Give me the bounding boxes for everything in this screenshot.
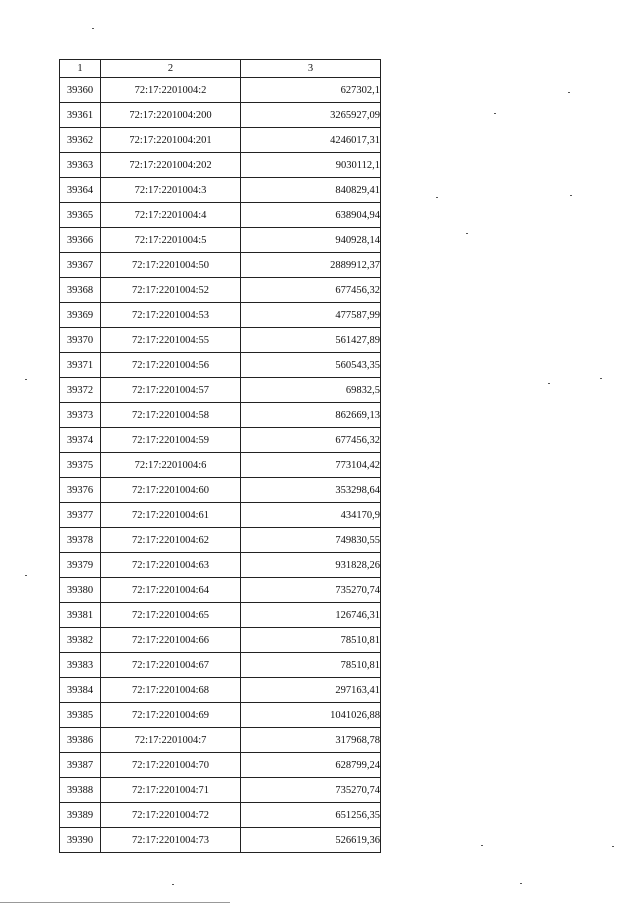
cadastral-value: 561427,89: [241, 328, 381, 353]
table-row: [60, 628, 381, 653]
row-number: 39368: [60, 278, 101, 303]
table-row: [60, 603, 381, 628]
cadastral-number: 72:17:2201004:3: [101, 178, 241, 203]
cadastral-value: 526619,36: [241, 828, 381, 853]
table-body: [60, 78, 381, 853]
column-header-2: 2: [101, 60, 241, 78]
table-row: [60, 753, 381, 778]
cadastral-number: 72:17:2201004:67: [101, 653, 241, 678]
cadastral-value: 735270,74: [241, 778, 381, 803]
scan-speck: [612, 846, 614, 847]
row-number: 39390: [60, 828, 101, 853]
cadastral-number: 72:17:2201004:63: [101, 553, 241, 578]
table-row: [60, 653, 381, 678]
cadastral-number: 72:17:2201004:61: [101, 503, 241, 528]
cadastral-number: 72:17:2201004:6: [101, 453, 241, 478]
scan-speck: [481, 845, 483, 846]
cadastral-value: 434170,9: [241, 503, 381, 528]
cadastral-number: 72:17:2201004:4: [101, 203, 241, 228]
cadastral-number: 72:17:2201004:65: [101, 603, 241, 628]
cadastral-number: 72:17:2201004:200: [101, 103, 241, 128]
row-number: 39372: [60, 378, 101, 403]
cadastral-number: 72:17:2201004:64: [101, 578, 241, 603]
row-number: 39384: [60, 678, 101, 703]
cadastral-value: 4246017,31: [241, 128, 381, 153]
cadastral-number: 72:17:2201004:55: [101, 328, 241, 353]
table-row: [60, 803, 381, 828]
scan-speck: [548, 383, 550, 384]
cadastral-value: 69832,5: [241, 378, 381, 403]
bottom-edge-line: [0, 902, 230, 903]
table-row: [60, 228, 381, 253]
row-number: 39389: [60, 803, 101, 828]
cadastral-number: 72:17:2201004:59: [101, 428, 241, 453]
cadastral-number: 72:17:2201004:72: [101, 803, 241, 828]
table-row: [60, 178, 381, 203]
cadastral-value: 677456,32: [241, 428, 381, 453]
column-header-3: 3: [241, 60, 381, 78]
table-row: [60, 103, 381, 128]
cadastral-number: 72:17:2201004:56: [101, 353, 241, 378]
row-number: 39381: [60, 603, 101, 628]
scan-speck: [436, 197, 438, 198]
row-number: 39369: [60, 303, 101, 328]
row-number: 39376: [60, 478, 101, 503]
table-row: [60, 453, 381, 478]
cadastral-value: 1041026,88: [241, 703, 381, 728]
scan-speck: [570, 195, 572, 196]
scan-speck: [568, 92, 570, 93]
row-number: 39371: [60, 353, 101, 378]
cadastral-number: 72:17:2201004:69: [101, 703, 241, 728]
cadastral-value: 9030112,1: [241, 153, 381, 178]
table-row: [60, 378, 381, 403]
row-number: 39378: [60, 528, 101, 553]
scan-speck: [466, 233, 468, 234]
row-number: 39370: [60, 328, 101, 353]
table-row: [60, 278, 381, 303]
cadastral-value-table: [59, 59, 381, 853]
header-row: [60, 60, 381, 78]
cadastral-number: 72:17:2201004:5: [101, 228, 241, 253]
table-row: [60, 78, 381, 103]
cadastral-number: 72:17:2201004:50: [101, 253, 241, 278]
cadastral-value: 477587,99: [241, 303, 381, 328]
table-row: [60, 553, 381, 578]
scan-speck: [25, 379, 27, 380]
row-number: 39362: [60, 128, 101, 153]
row-number: 39365: [60, 203, 101, 228]
table-row: [60, 528, 381, 553]
cadastral-value: 78510,81: [241, 653, 381, 678]
row-number: 39361: [60, 103, 101, 128]
cadastral-value: 735270,74: [241, 578, 381, 603]
cadastral-number: 72:17:2201004:58: [101, 403, 241, 428]
row-number: 39374: [60, 428, 101, 453]
table-row: [60, 703, 381, 728]
cadastral-value: 940928,14: [241, 228, 381, 253]
table-row: [60, 253, 381, 278]
row-number: 39379: [60, 553, 101, 578]
scan-speck: [600, 378, 602, 379]
table-row: [60, 403, 381, 428]
cadastral-value: 638904,94: [241, 203, 381, 228]
row-number: 39375: [60, 453, 101, 478]
cadastral-value: 627302,1: [241, 78, 381, 103]
row-number: 39385: [60, 703, 101, 728]
scan-speck: [172, 884, 174, 885]
row-number: 39364: [60, 178, 101, 203]
table-row: [60, 128, 381, 153]
row-number: 39382: [60, 628, 101, 653]
table-row: [60, 478, 381, 503]
cadastral-value: 840829,41: [241, 178, 381, 203]
table-row: [60, 728, 381, 753]
table-row: [60, 578, 381, 603]
table-row: [60, 153, 381, 178]
cadastral-value: 297163,41: [241, 678, 381, 703]
row-number: 39388: [60, 778, 101, 803]
table-row: [60, 353, 381, 378]
cadastral-value: 628799,24: [241, 753, 381, 778]
cadastral-value: 3265927,09: [241, 103, 381, 128]
row-number: 39360: [60, 78, 101, 103]
cadastral-value: 2889912,37: [241, 253, 381, 278]
cadastral-value: 126746,31: [241, 603, 381, 628]
cadastral-number: 72:17:2201004:71: [101, 778, 241, 803]
column-header-1: 1: [60, 60, 101, 78]
cadastral-value: 677456,32: [241, 278, 381, 303]
cadastral-value: 317968,78: [241, 728, 381, 753]
table-row: [60, 503, 381, 528]
cadastral-number: 72:17:2201004:202: [101, 153, 241, 178]
row-number: 39387: [60, 753, 101, 778]
table-row: [60, 828, 381, 853]
table-row: [60, 778, 381, 803]
cadastral-number: 72:17:2201004:53: [101, 303, 241, 328]
cadastral-value: 560543,35: [241, 353, 381, 378]
cadastral-number: 72:17:2201004:2: [101, 78, 241, 103]
cadastral-number: 72:17:2201004:68: [101, 678, 241, 703]
cadastral-number: 72:17:2201004:57: [101, 378, 241, 403]
cadastral-value: 651256,35: [241, 803, 381, 828]
cadastral-value: 773104,42: [241, 453, 381, 478]
cadastral-value: 749830,55: [241, 528, 381, 553]
cadastral-number: 72:17:2201004:66: [101, 628, 241, 653]
row-number: 39367: [60, 253, 101, 278]
cadastral-number: 72:17:2201004:201: [101, 128, 241, 153]
row-number: 39380: [60, 578, 101, 603]
table-row: [60, 428, 381, 453]
table-row: [60, 328, 381, 353]
table-row: [60, 203, 381, 228]
cadastral-value: 78510,81: [241, 628, 381, 653]
table-row: [60, 678, 381, 703]
row-number: 39383: [60, 653, 101, 678]
cadastral-number: 72:17:2201004:52: [101, 278, 241, 303]
cadastral-value: 931828,26: [241, 553, 381, 578]
cadastral-number: 72:17:2201004:70: [101, 753, 241, 778]
cadastral-number: 72:17:2201004:7: [101, 728, 241, 753]
scan-speck: [520, 883, 522, 884]
row-number: 39366: [60, 228, 101, 253]
scan-speck: [25, 575, 27, 576]
row-number: 39363: [60, 153, 101, 178]
row-number: 39377: [60, 503, 101, 528]
cadastral-number: 72:17:2201004:62: [101, 528, 241, 553]
row-number: 39373: [60, 403, 101, 428]
scan-speck: [494, 113, 496, 114]
cadastral-number: 72:17:2201004:60: [101, 478, 241, 503]
cadastral-number: 72:17:2201004:73: [101, 828, 241, 853]
table-row: [60, 303, 381, 328]
cadastral-value: 862669,13: [241, 403, 381, 428]
cadastral-value: 353298,64: [241, 478, 381, 503]
row-number: 39386: [60, 728, 101, 753]
scan-speck: [92, 28, 94, 29]
